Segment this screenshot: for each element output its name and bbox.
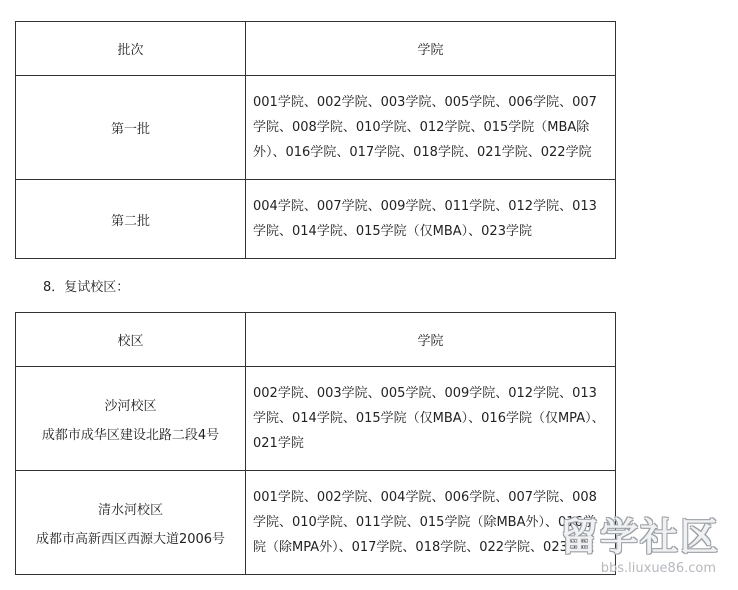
campus-cell — [16, 367, 246, 471]
college-list: 004学院、007学院、009学院、011学院、012学院、013学院、014学院、015学院（仅MBA）、023学院 — [246, 180, 616, 259]
batch-label: 第一批 — [16, 76, 246, 180]
batch-label: 第二批 — [16, 180, 246, 259]
college-list: 001学院、002学院、003学院、005学院、006学院、007学院、008学院、010学院、012学院、015学院（MBA除外）、016学院、017学院、018学院、021学院、022学院 — [246, 76, 616, 180]
table-header-row — [16, 313, 616, 367]
campus-address: 成都市高新西区西源大道2006号 — [35, 531, 226, 547]
campus-address: 成都市成华区建设北路二段4号 — [41, 427, 220, 443]
table-header-row — [16, 22, 616, 76]
section-heading: 8．复试校区： — [43, 280, 130, 295]
watermark-brand: 留学社区 — [559, 515, 720, 559]
clipped-text-line — [30, 0, 550, 4]
header-campus: 校区 — [16, 313, 246, 367]
campus-name: 沙河校区 — [104, 398, 157, 414]
table-row — [16, 76, 616, 180]
campus-table — [15, 312, 616, 575]
watermark-url: bbs.liuxue86.com — [600, 561, 716, 576]
college-list: 002学院、003学院、005学院、009学院、012学院、013学院、014学院、015学院（仅MBA）、016学院（仅MPA）、021学院 — [246, 367, 616, 471]
header-college: 学院 — [246, 22, 616, 76]
table-row — [16, 367, 616, 471]
campus-cell — [16, 471, 246, 575]
table-row — [16, 471, 616, 575]
header-batch: 批次 — [16, 22, 246, 76]
table-row — [16, 180, 616, 259]
campus-name: 清水河校区 — [97, 502, 163, 518]
batch-table — [15, 21, 616, 259]
header-college: 学院 — [246, 313, 616, 367]
college-list: 001学院、002学院、004学院、006学院、007学院、008学院、010学院、011学院、015学院（除MBA外）、016学院（除MPA外）、017学院、018学院、022学院、023学院 — [246, 471, 616, 575]
